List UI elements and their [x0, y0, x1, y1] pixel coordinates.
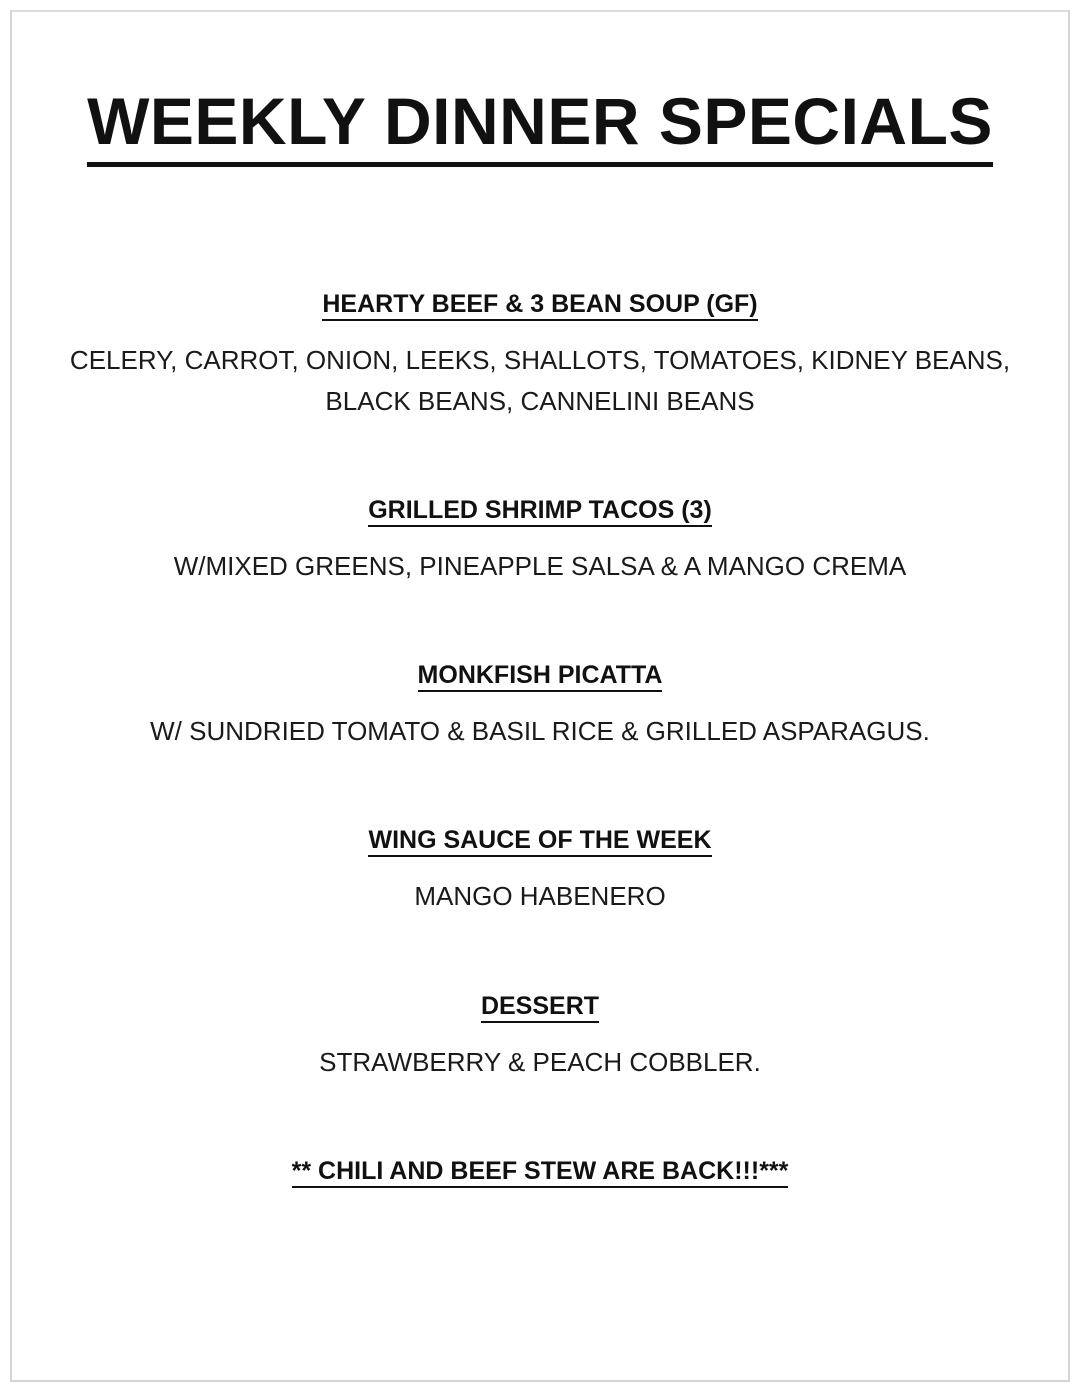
special-description-soup-line2: BLACK BEANS, CANNELINI BEANS [325, 386, 755, 416]
special-heading-wing-sauce: WING SAUCE OF THE WEEK [0, 825, 1080, 857]
special-heading-monkfish: MONKFISH PICATTA [0, 660, 1080, 692]
special-heading-tacos: GRILLED SHRIMP TACOS (3) [0, 495, 1080, 527]
special-description-wing-sauce: MANGO HABENERO [414, 881, 666, 911]
special-description-tacos: W/MIXED GREENS, PINEAPPLE SALSA & A MANGO CREMA [173, 551, 907, 581]
special-description-soup-line1: CELERY, CARROT, ONION, LEEKS, SHALLOTS, TOMATOES, KIDNEY BEANS, [69, 345, 1011, 375]
special-heading-dessert: DESSERT [0, 991, 1080, 1023]
page-title-text: WEEKLY DINNER SPECIALS [87, 80, 993, 167]
special-description-monkfish: W/ SUNDRIED TOMATO & BASIL RICE & GRILLED ASPARAGUS. [150, 716, 930, 746]
page-title [0, 80, 1080, 167]
footer-note: ** CHILI AND BEEF STEW ARE BACK!!!*** [0, 1156, 1080, 1188]
special-heading-soup: HEARTY BEEF & 3 BEAN SOUP (GF) [0, 289, 1080, 321]
special-description-dessert: STRAWBERRY & PEACH COBBLER. [319, 1047, 761, 1077]
